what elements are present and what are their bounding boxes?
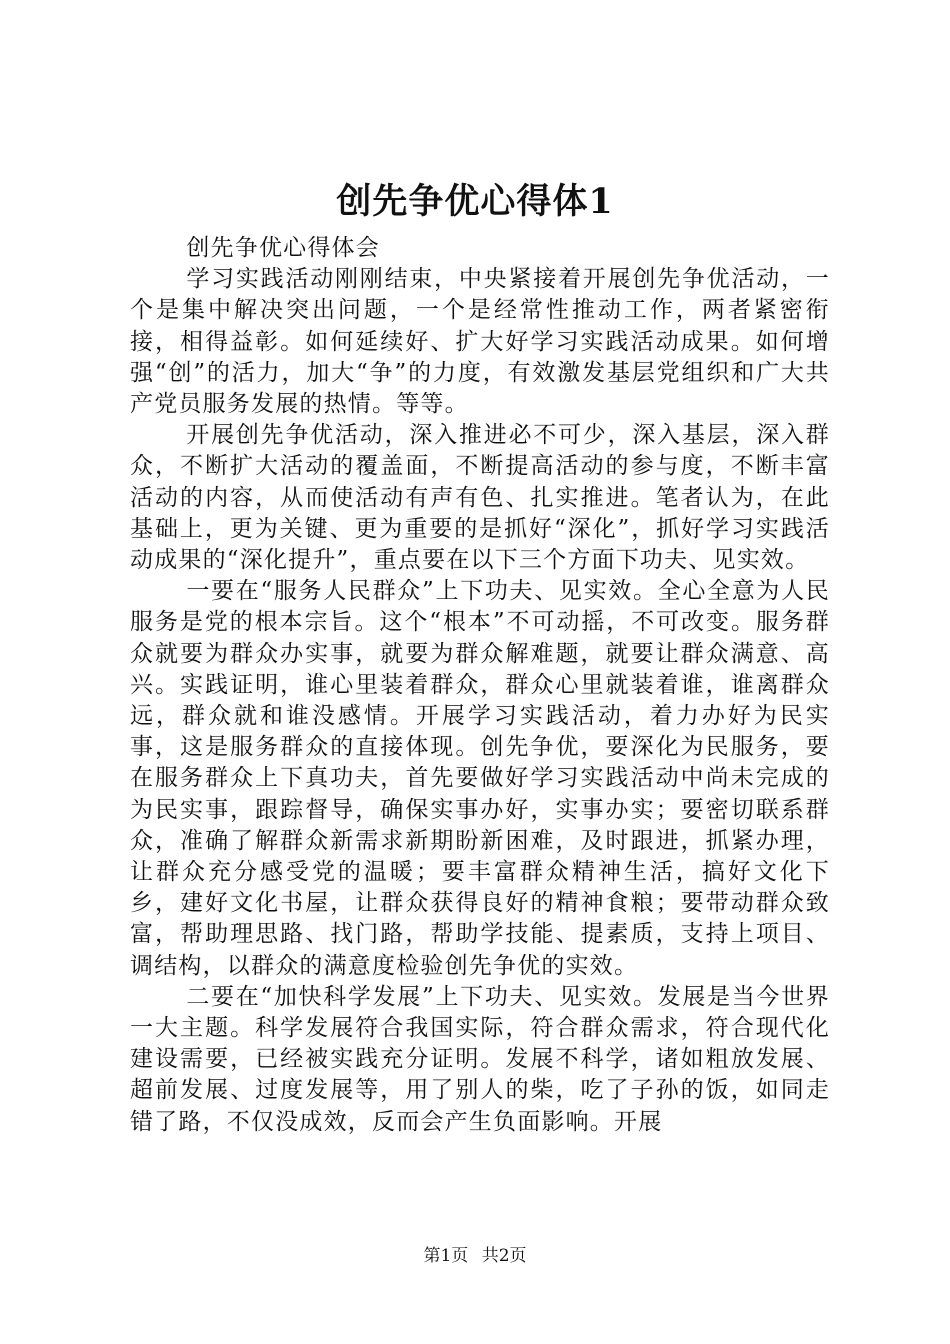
paragraph-subtitle: 创先争优心得体会	[186, 235, 380, 261]
page-total: 共2页	[481, 1246, 527, 1266]
page-number: 第1页	[423, 1246, 469, 1266]
document-title: 创先争优心得体1	[336, 181, 614, 222]
page-footer	[0, 1245, 950, 1267]
paragraph: 二要在“加快科学发展”上下功夫、见实效。发展是当今世界一大主题。科学发展符合我国实际，符合群众需求，符合现代化建设需要，已经被实践充分证明。发展不科学，诸如粗放发展、超前发展、过度发展等，用了别人的柴，吃了子孙的饭，如同走错了路，不仅没成效，反而会产生负面影响。开展	[130, 983, 830, 1135]
paragraph: 一要在“服务人民群众”上下功夫、见实效。全心全意为人民服务是党的根本宗旨。这个“根本”不可动摇，不可改变。服务群众就要为群众办实事，就要为群众解难题，就要让群众满意、高兴。实践证明，谁心里装着群众，群众心里就装着谁，谁离群众远，群众就和谁没感情。开展学习实践活动，着力办好为民实事，这是服务群众的直接体现。创先争优，要深化为民服务，要在服务群众上下真功夫，首先要做好学习实践活动中尚未完成的为民实事，跟踪督导，确保实事办好，实事办实；要密切联系群众，准确了解群众新需求新期盼新困难，及时跟进，抓紧办理，让群众充分感受党的温暖；要丰富群众精神生活，搞好文化下乡，建好文化书屋，让群众获得良好的精神食粮；要带动群众致富，帮助理思路、找门路，帮助学技能、提素质，支持上项目、调结构，以群众的满意度检验创先争优的实效。	[130, 578, 830, 979]
paragraph: 学习实践活动刚刚结束，中央紧接着开展创先争优活动，一个是集中解决突出问题，一个是经常性推动工作，两者紧密衔接，相得益彰。如何延续好、扩大好学习实践活动成果。如何增强“创”的活力，加大“争”的力度，有效激发基层党组织和广大共产党员服务发展的热情。等等。	[130, 266, 830, 418]
document-body	[130, 233, 830, 1138]
paragraph: 开展创先争优活动，深入推进必不可少，深入基层，深入群众，不断扩大活动的覆盖面，不断提高活动的参与度，不断丰富活动的内容，从而使活动有声有色、扎实推进。笔者认为，在此基础上，更为关键、更为重要的是抓好“深化”，抓好学习实践活动成果的“深化提升”，重点要在以下三个方面下功夫、见实效。	[130, 422, 830, 574]
